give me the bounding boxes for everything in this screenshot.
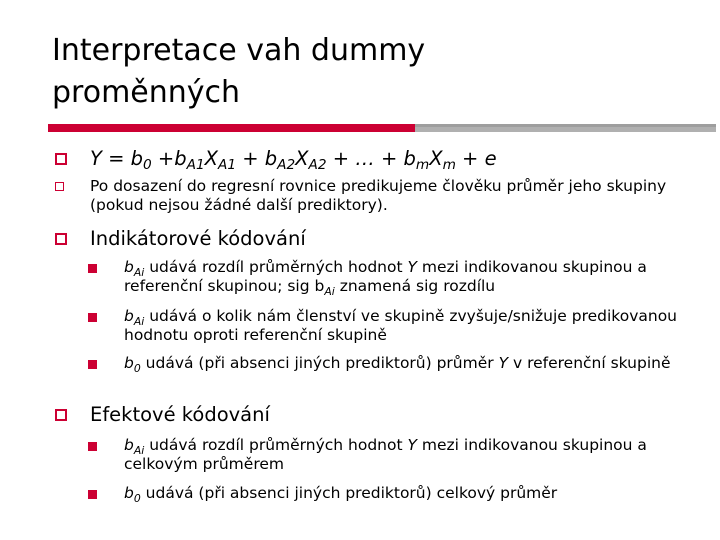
hollow-square-bullet-icon — [55, 409, 67, 421]
filled-square-bullet-icon — [88, 442, 97, 451]
regression-equation: $Y = b_0 +b_{A1}X_{A1} + b_{A2}X_{A2}$ + … + $b_mX_m + e$ — [90, 147, 497, 173]
filled-square-bullet-icon — [88, 313, 97, 322]
hollow-square-bullet-icon — [55, 153, 67, 165]
effect-item-2-text: $b_0$ udává (při absenci jiných prediktorů) celkový průměr — [124, 484, 558, 505]
hollow-square-bullet-icon — [55, 182, 64, 191]
effect-coding-heading: Efektové kódování — [90, 403, 270, 426]
indicator-coding-heading: Indikátorové kódování — [90, 227, 306, 250]
substitution-text: Po dosazení do regresní rovnice predikujeme člověku průměr jeho skupiny (pokud nejsou žádné další prediktory). — [90, 177, 667, 214]
title-line-1: Interpretace vah dummy — [52, 33, 426, 68]
indicator-item-2-text: $b_{Ai}$ udává o kolik nám členství ve skupině zvyšuje/snižuje predikovanou hodnotu oproti referenční skupině — [124, 307, 678, 344]
slide-title — [52, 30, 652, 114]
effect-item-1-text: $b_{Ai}$ udává rozdíl průměrných hodnot Y mezi indikovanou skupinou a celkovým průměrem — [124, 436, 647, 473]
title-bar-red-segment — [48, 124, 415, 132]
title-line-2: proměnných — [52, 75, 241, 110]
title-underline-bar — [48, 124, 716, 132]
hollow-square-bullet-icon — [55, 233, 67, 245]
filled-square-bullet-icon — [88, 360, 97, 369]
indicator-item-3-text: $b_0$ udává (při absenci jiných prediktorů) průměr Y v referenční skupině — [124, 354, 671, 375]
filled-square-bullet-icon — [88, 490, 97, 499]
filled-square-bullet-icon — [88, 264, 97, 273]
indicator-item-1-text: $b_{Ai}$ udává rozdíl průměrných hodnot Y mezi indikovanou skupinou a referenční skupinou; sig $b_{Ai}$ znamená sig rozdílu — [124, 258, 647, 298]
title-bar-gray-shade — [415, 127, 716, 132]
